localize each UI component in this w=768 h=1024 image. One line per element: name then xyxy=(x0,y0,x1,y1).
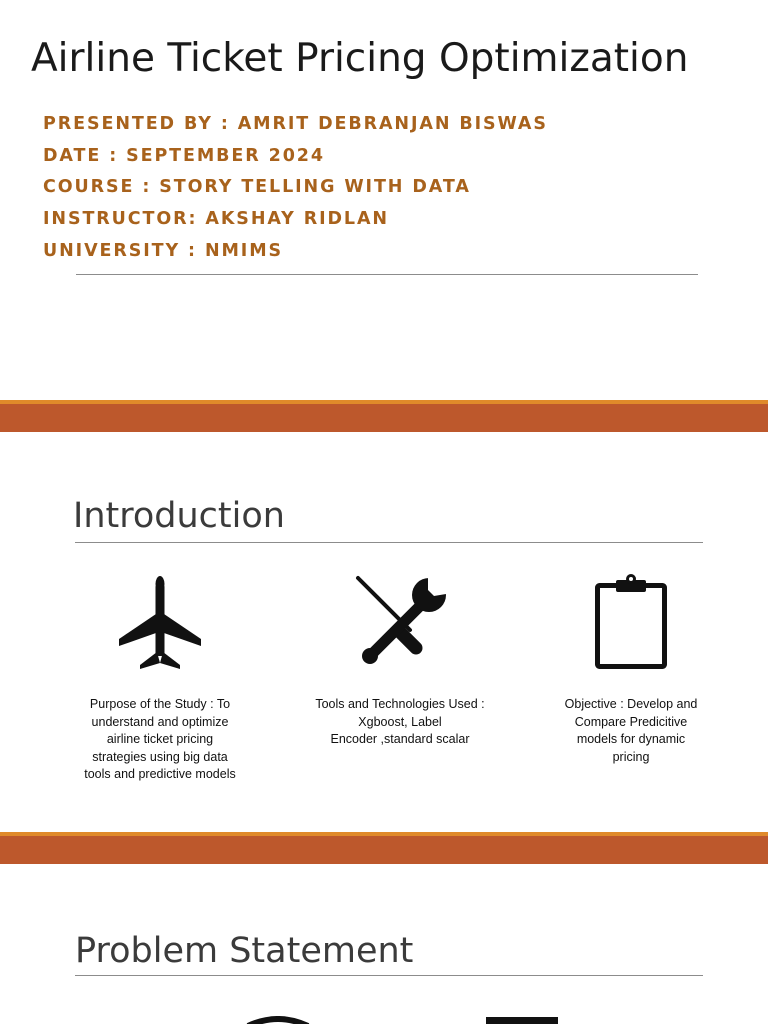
title-slide xyxy=(0,0,768,400)
clipboard-icon xyxy=(586,572,676,672)
slide-separator xyxy=(0,400,768,432)
problem-statement-slide xyxy=(0,864,768,1024)
cut-off-icon xyxy=(244,1016,314,1024)
title-divider xyxy=(76,274,698,275)
presenter-line: PRESENTED BY : AMRIT DEBRANJAN BISWAS xyxy=(43,114,548,134)
introduction-slide xyxy=(0,432,768,832)
tools-description: Tools and Technologies Used : Xgboost, Label Encoder ,standard scalar xyxy=(315,697,485,746)
presentation-title: Airline Ticket Pricing Optimization xyxy=(31,36,689,81)
university-line: UNIVERSITY : NMIMS xyxy=(43,240,284,261)
section-divider xyxy=(75,975,703,976)
section-title: Introduction xyxy=(73,496,285,536)
section-divider xyxy=(75,542,703,543)
slide-separator xyxy=(0,832,768,864)
presentation-meta xyxy=(43,110,548,268)
objective-card xyxy=(541,572,721,766)
wrench-screwdriver-icon xyxy=(350,572,450,672)
instructor-line: INSTRUCTOR: AKSHAY RIDLAN xyxy=(43,209,389,230)
tools-card xyxy=(310,572,490,749)
cut-off-icon xyxy=(486,1016,558,1024)
purpose-description: Purpose of the Study : To understand and optimize airline ticket pricing strategies using big data tools and predictive models xyxy=(84,697,236,781)
date-line: DATE : SEPTEMBER 2024 xyxy=(43,145,325,166)
section-title: Problem Statement xyxy=(75,931,414,971)
objective-description: Objective : Develop and Compare Predicitive models for dynamic pricing xyxy=(564,697,698,764)
airplane-icon xyxy=(115,572,205,672)
course-line: COURSE : STORY TELLING WITH DATA xyxy=(43,177,471,198)
purpose-card xyxy=(70,572,250,784)
